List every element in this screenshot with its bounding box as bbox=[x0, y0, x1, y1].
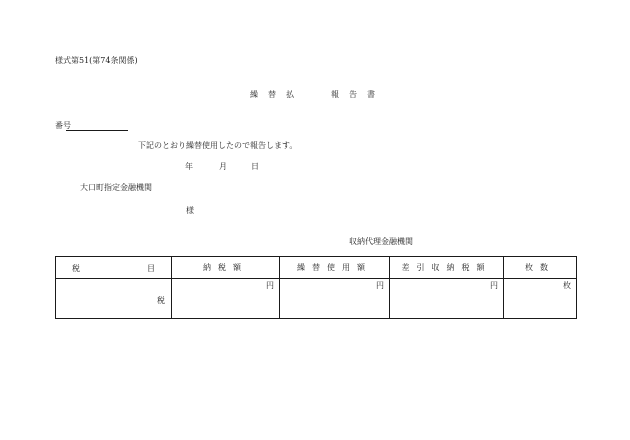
header-item-label: 目 bbox=[147, 264, 155, 273]
date-day-label: 日 bbox=[251, 162, 259, 171]
form-number: 様式第51(第74条関係) bbox=[55, 56, 138, 65]
collecting-agent-label: 収納代理金融機関 bbox=[349, 237, 413, 246]
header-net: 差引収納税額 bbox=[390, 257, 504, 279]
net-unit: 円 bbox=[490, 281, 498, 290]
payment-cell[interactable] bbox=[172, 279, 280, 319]
date-year-label: 年 bbox=[185, 162, 193, 171]
header-count: 枚数 bbox=[504, 257, 577, 279]
header-advance: 繰替使用額 bbox=[280, 257, 390, 279]
tax-item-cell[interactable] bbox=[56, 279, 172, 319]
header-payment: 納税額 bbox=[172, 257, 280, 279]
advance-unit: 円 bbox=[376, 281, 384, 290]
document-title-suffix: 報告書 bbox=[331, 90, 385, 99]
count-cell[interactable] bbox=[504, 279, 577, 319]
date-month-label: 月 bbox=[219, 162, 227, 171]
number-field-line[interactable] bbox=[66, 130, 128, 131]
document-title: 繰替払 bbox=[250, 90, 304, 99]
tax-suffix: 税 bbox=[157, 296, 165, 305]
count-unit: 枚 bbox=[563, 281, 571, 290]
advance-cell[interactable] bbox=[280, 279, 390, 319]
table-header-row bbox=[56, 257, 577, 279]
honorific: 様 bbox=[186, 206, 194, 215]
addressee: 大口町指定金融機関 bbox=[80, 183, 152, 192]
header-tax-item bbox=[56, 257, 172, 279]
number-label: 番号 bbox=[55, 121, 71, 130]
payment-unit: 円 bbox=[266, 281, 274, 290]
intro-text: 下記のとおり繰替使用したので報告します。 bbox=[138, 141, 298, 150]
header-tax-label: 税 bbox=[72, 264, 80, 273]
net-cell[interactable] bbox=[390, 279, 504, 319]
table-row bbox=[56, 279, 577, 319]
report-table bbox=[55, 256, 577, 319]
